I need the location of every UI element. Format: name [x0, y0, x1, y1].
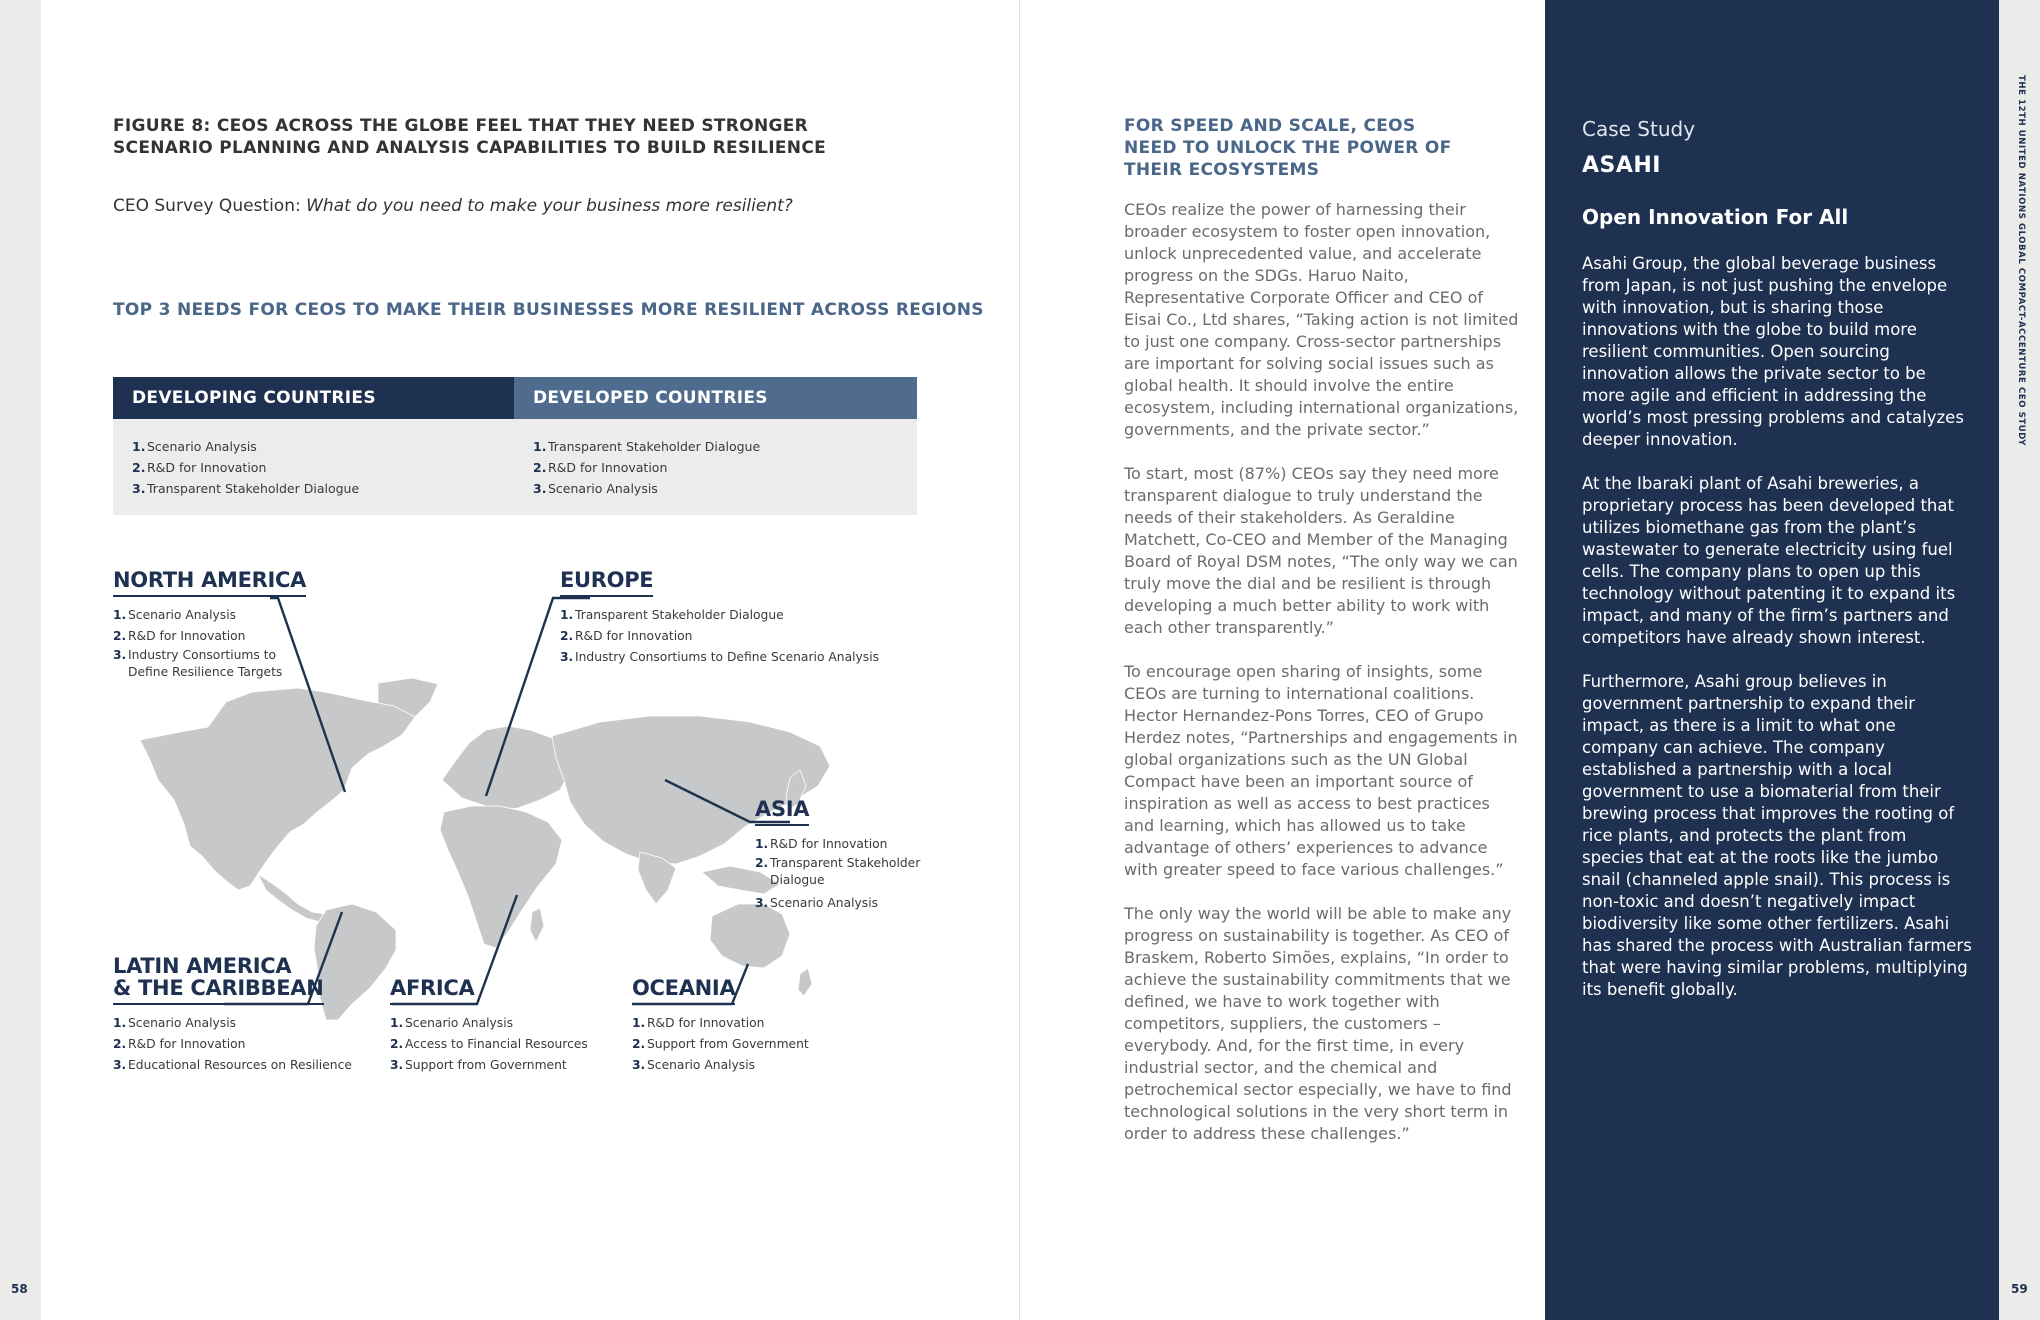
- developed-header: DEVELOPED COUNTRIES: [514, 377, 917, 419]
- item-text: Scenario Analysis: [647, 1058, 756, 1072]
- list-item: [755, 834, 935, 855]
- item-number: 3.: [390, 1058, 404, 1072]
- item-number: 2.: [560, 629, 574, 643]
- list-item: [390, 1013, 600, 1034]
- region-title: ASIA: [755, 798, 809, 826]
- item-number: 1.: [113, 1016, 127, 1030]
- list-item: [632, 1034, 842, 1055]
- survey-label: CEO Survey Question:: [113, 196, 301, 216]
- list-item: [755, 855, 925, 893]
- item-number: 3.: [632, 1058, 646, 1072]
- item-number: 1.: [533, 439, 547, 454]
- item-number: 3.: [755, 896, 769, 910]
- region-list: [560, 605, 900, 668]
- region-title: [113, 955, 324, 1005]
- case-study-paragraph: Furthermore, Asahi group believes in government partnership to expand their impact, as there is a limit to what one company can achieve. The company established a partnership with a local government to use a biomaterial from their brewing process that improves the rooting of rice plants, and protects the plant from species that eat at the roots like the jumbo snail (channeled apple snail). This process is non-toxic and doesn’t negatively impact biodiversity like some other fertilizers. Asahi has shared the process with Australian farmers that were having similar problems, multiplying its benefit globally.: [1582, 672, 1972, 999]
- region-list: [113, 1013, 353, 1076]
- region-oceania: [632, 977, 842, 1076]
- region-title: OCEANIA: [632, 977, 735, 1005]
- figure-title: FIGURE 8: CEOS ACROSS THE GLOBE FEEL THAT THEY NEED STRONGER SCENARIO PLANNING AND ANALYSIS CAPABILITIES TO BUILD RESILIENCE: [113, 116, 827, 158]
- madagascar-shape: [530, 908, 544, 942]
- item-number: 3.: [533, 481, 547, 496]
- item-number: 2.: [632, 1037, 646, 1051]
- region-north-america: [113, 569, 353, 685]
- item-number: 2.: [113, 629, 127, 643]
- list-item: [390, 1034, 600, 1055]
- item-text: R&D for Innovation: [647, 1016, 765, 1030]
- item-text: Scenario Analysis: [128, 608, 237, 622]
- article-paragraph: To encourage open sharing of insights, some CEOs are turning to international coalitions. Hector Hernandez-Pons Torres, CEO of Grupo Herdez notes, “Partnerships and engagements in global organizations such as the UN Global Compact have been an important source of inspiration as well as access to best practices and learning, which has allowed us to take advantage of others’ experiences to advance with greater speed to face various challenges.”: [1124, 662, 1518, 879]
- item-text: Educational Resources on Resilience: [128, 1058, 352, 1072]
- region-list: [390, 1013, 600, 1076]
- case-study-paragraph: Asahi Group, the global beverage business from Japan, is not just pushing the envelope with innovation, but is sharing those innovations with the globe to build more resilient communities. Open sourcing innovation allows the private sector to be more agile and efficient in addressing the world’s most pressing problems and catalyzes deeper innovation.: [1582, 254, 1964, 449]
- item-number: 3.: [132, 481, 146, 496]
- list-item: [113, 1055, 353, 1076]
- item-number: 1.: [560, 608, 574, 622]
- item-number: 1.: [755, 837, 769, 851]
- region-title-line: LATIN AMERICA: [113, 954, 292, 978]
- item-number: 1.: [632, 1016, 646, 1030]
- item-text: R&D for Innovation: [128, 629, 246, 643]
- list-item: [632, 1013, 842, 1034]
- case-study-body: [1582, 253, 1972, 1023]
- north-america-shape: [140, 688, 415, 890]
- item-text: Industry Consortiums to Define Scenario Analysis: [575, 650, 880, 664]
- item-text: Scenario Analysis: [147, 439, 257, 454]
- region-list: [632, 1013, 842, 1076]
- article-paragraph: The only way the world will be able to make any progress on sustainability is together. As CEO of Braskem, Roberto Simões, explains, “In order to achieve the sustainability commitments that we defined, we have to work together with competitors, suppliers, the customers – everybody. And, for the first time, in every industrial sector, and the chemical and petrochemical sector especially, we have to find technological solutions in the very short term in order to address these challenges.”: [1124, 904, 1512, 1143]
- item-text: Scenario Analysis: [548, 481, 658, 496]
- item-text: R&D for Innovation: [548, 460, 668, 475]
- item-text: Support from Government: [405, 1058, 567, 1072]
- item-number: 2.: [390, 1037, 404, 1051]
- developing-header: DEVELOPING COUNTRIES: [113, 377, 514, 419]
- running-header-text: THE 12TH UNITED NATIONS GLOBAL COMPACT-ACCENTURE CEO STUDY: [2016, 75, 2026, 447]
- list-item: [560, 605, 900, 626]
- item-text: R&D for Innovation: [770, 837, 888, 851]
- region-asia: [755, 798, 935, 914]
- item-number: 1.: [113, 608, 127, 622]
- item-text: Scenario Analysis: [770, 896, 879, 910]
- list-item: [560, 647, 900, 668]
- item-number: 3.: [560, 650, 574, 664]
- item-text: Support from Government: [647, 1037, 809, 1051]
- region-title: EUROPE: [560, 569, 653, 597]
- region-title: NORTH AMERICA: [113, 569, 306, 597]
- list-item: [113, 647, 298, 685]
- case-study-label: Case Study: [1582, 117, 1696, 141]
- item-text: R&D for Innovation: [147, 460, 267, 475]
- item-number: 2.: [533, 460, 547, 475]
- list-item: [560, 626, 900, 647]
- item-number: 2.: [132, 460, 146, 475]
- region-title-line: & THE CARIBBEAN: [113, 976, 324, 1000]
- article-heading: FOR SPEED AND SCALE, CEOS NEED TO UNLOCK THE POWER OF THEIR ECOSYSTEMS: [1124, 116, 1452, 180]
- survey-question: What do you need to make your business more resilient?: [306, 196, 793, 216]
- list-item: [113, 605, 353, 626]
- item-text: R&D for Innovation: [575, 629, 693, 643]
- list-item: [113, 1034, 353, 1055]
- item-text: Industry Consortiums to Define Resilience Targets: [128, 648, 283, 679]
- running-header: [2012, 75, 2026, 445]
- item-text: R&D for Innovation: [128, 1037, 246, 1051]
- item-number: 2.: [113, 1037, 127, 1051]
- item-text: Scenario Analysis: [128, 1016, 237, 1030]
- article-paragraph: CEOs realize the power of harnessing their broader ecosystem to foster open innovation, unlock unprecedented value, and accelerate progress on the SDGs. Haruo Naito, Representative Corporate Officer and CEO of Eisai Co., Ltd shares, “Taking action is not limited to just one company. Cross-sector partnerships are important for solving social issues such as global health. It should involve the entire ecosystem, including international organizations, governments, and the private sector.”: [1124, 200, 1519, 439]
- central-america-shape: [258, 874, 324, 922]
- item-text: Transparent Stakeholder Dialogue: [575, 608, 784, 622]
- list-item: [390, 1055, 600, 1076]
- region-europe: [560, 569, 900, 668]
- page-number-right: 59: [2011, 1282, 2028, 1296]
- region-africa: [390, 977, 600, 1076]
- page-number-left: 58: [11, 1282, 28, 1296]
- list-item: [632, 1055, 842, 1076]
- list-item: [113, 626, 353, 647]
- item-text: Scenario Analysis: [405, 1016, 514, 1030]
- item-number: 3.: [113, 1058, 127, 1072]
- list-item: [113, 1013, 353, 1034]
- region-list: [755, 834, 935, 914]
- list-item: [755, 893, 935, 914]
- item-number: 3.: [113, 648, 127, 662]
- item-text: Transparent Stakeholder Dialogue: [770, 856, 921, 887]
- region-latin-america: [113, 955, 353, 1076]
- item-text: Transparent Stakeholder Dialogue: [147, 481, 360, 496]
- item-text: Transparent Stakeholder Dialogue: [548, 439, 761, 454]
- item-text: Access to Financial Resources: [405, 1037, 588, 1051]
- figure-subtitle: TOP 3 NEEDS FOR CEOS TO MAKE THEIR BUSINESSES MORE RESILIENT ACROSS REGIONS: [113, 300, 984, 320]
- article-paragraph: To start, most (87%) CEOs say they need more transparent dialogue to truly understand the needs of their stakeholders. As Geraldine Matchett, Co-CEO and Member of the Managing Board of Royal DSM notes, “The only way we can truly move the dial and be resilient is through developing a much better ability to work with each other transparently.”: [1124, 464, 1518, 637]
- item-number: 1.: [390, 1016, 404, 1030]
- case-study-paragraph: At the Ibaraki plant of Asahi breweries, a proprietary process has been developed that utilizes biomethane gas from the plant’s wastewater to generate electricity using fuel cells. The company plans to open up this technology without patenting it to expand its impact, and many of the firm’s partners and competitors have already shown interest.: [1582, 474, 1956, 647]
- case-study-subtitle: Open Innovation For All: [1582, 205, 1849, 229]
- case-study-company: ASAHI: [1582, 153, 1661, 178]
- region-list: [113, 605, 353, 685]
- region-title: AFRICA: [390, 977, 474, 1005]
- item-number: 2.: [755, 856, 769, 870]
- item-number: 1.: [132, 439, 146, 454]
- article-body: [1124, 199, 1519, 1167]
